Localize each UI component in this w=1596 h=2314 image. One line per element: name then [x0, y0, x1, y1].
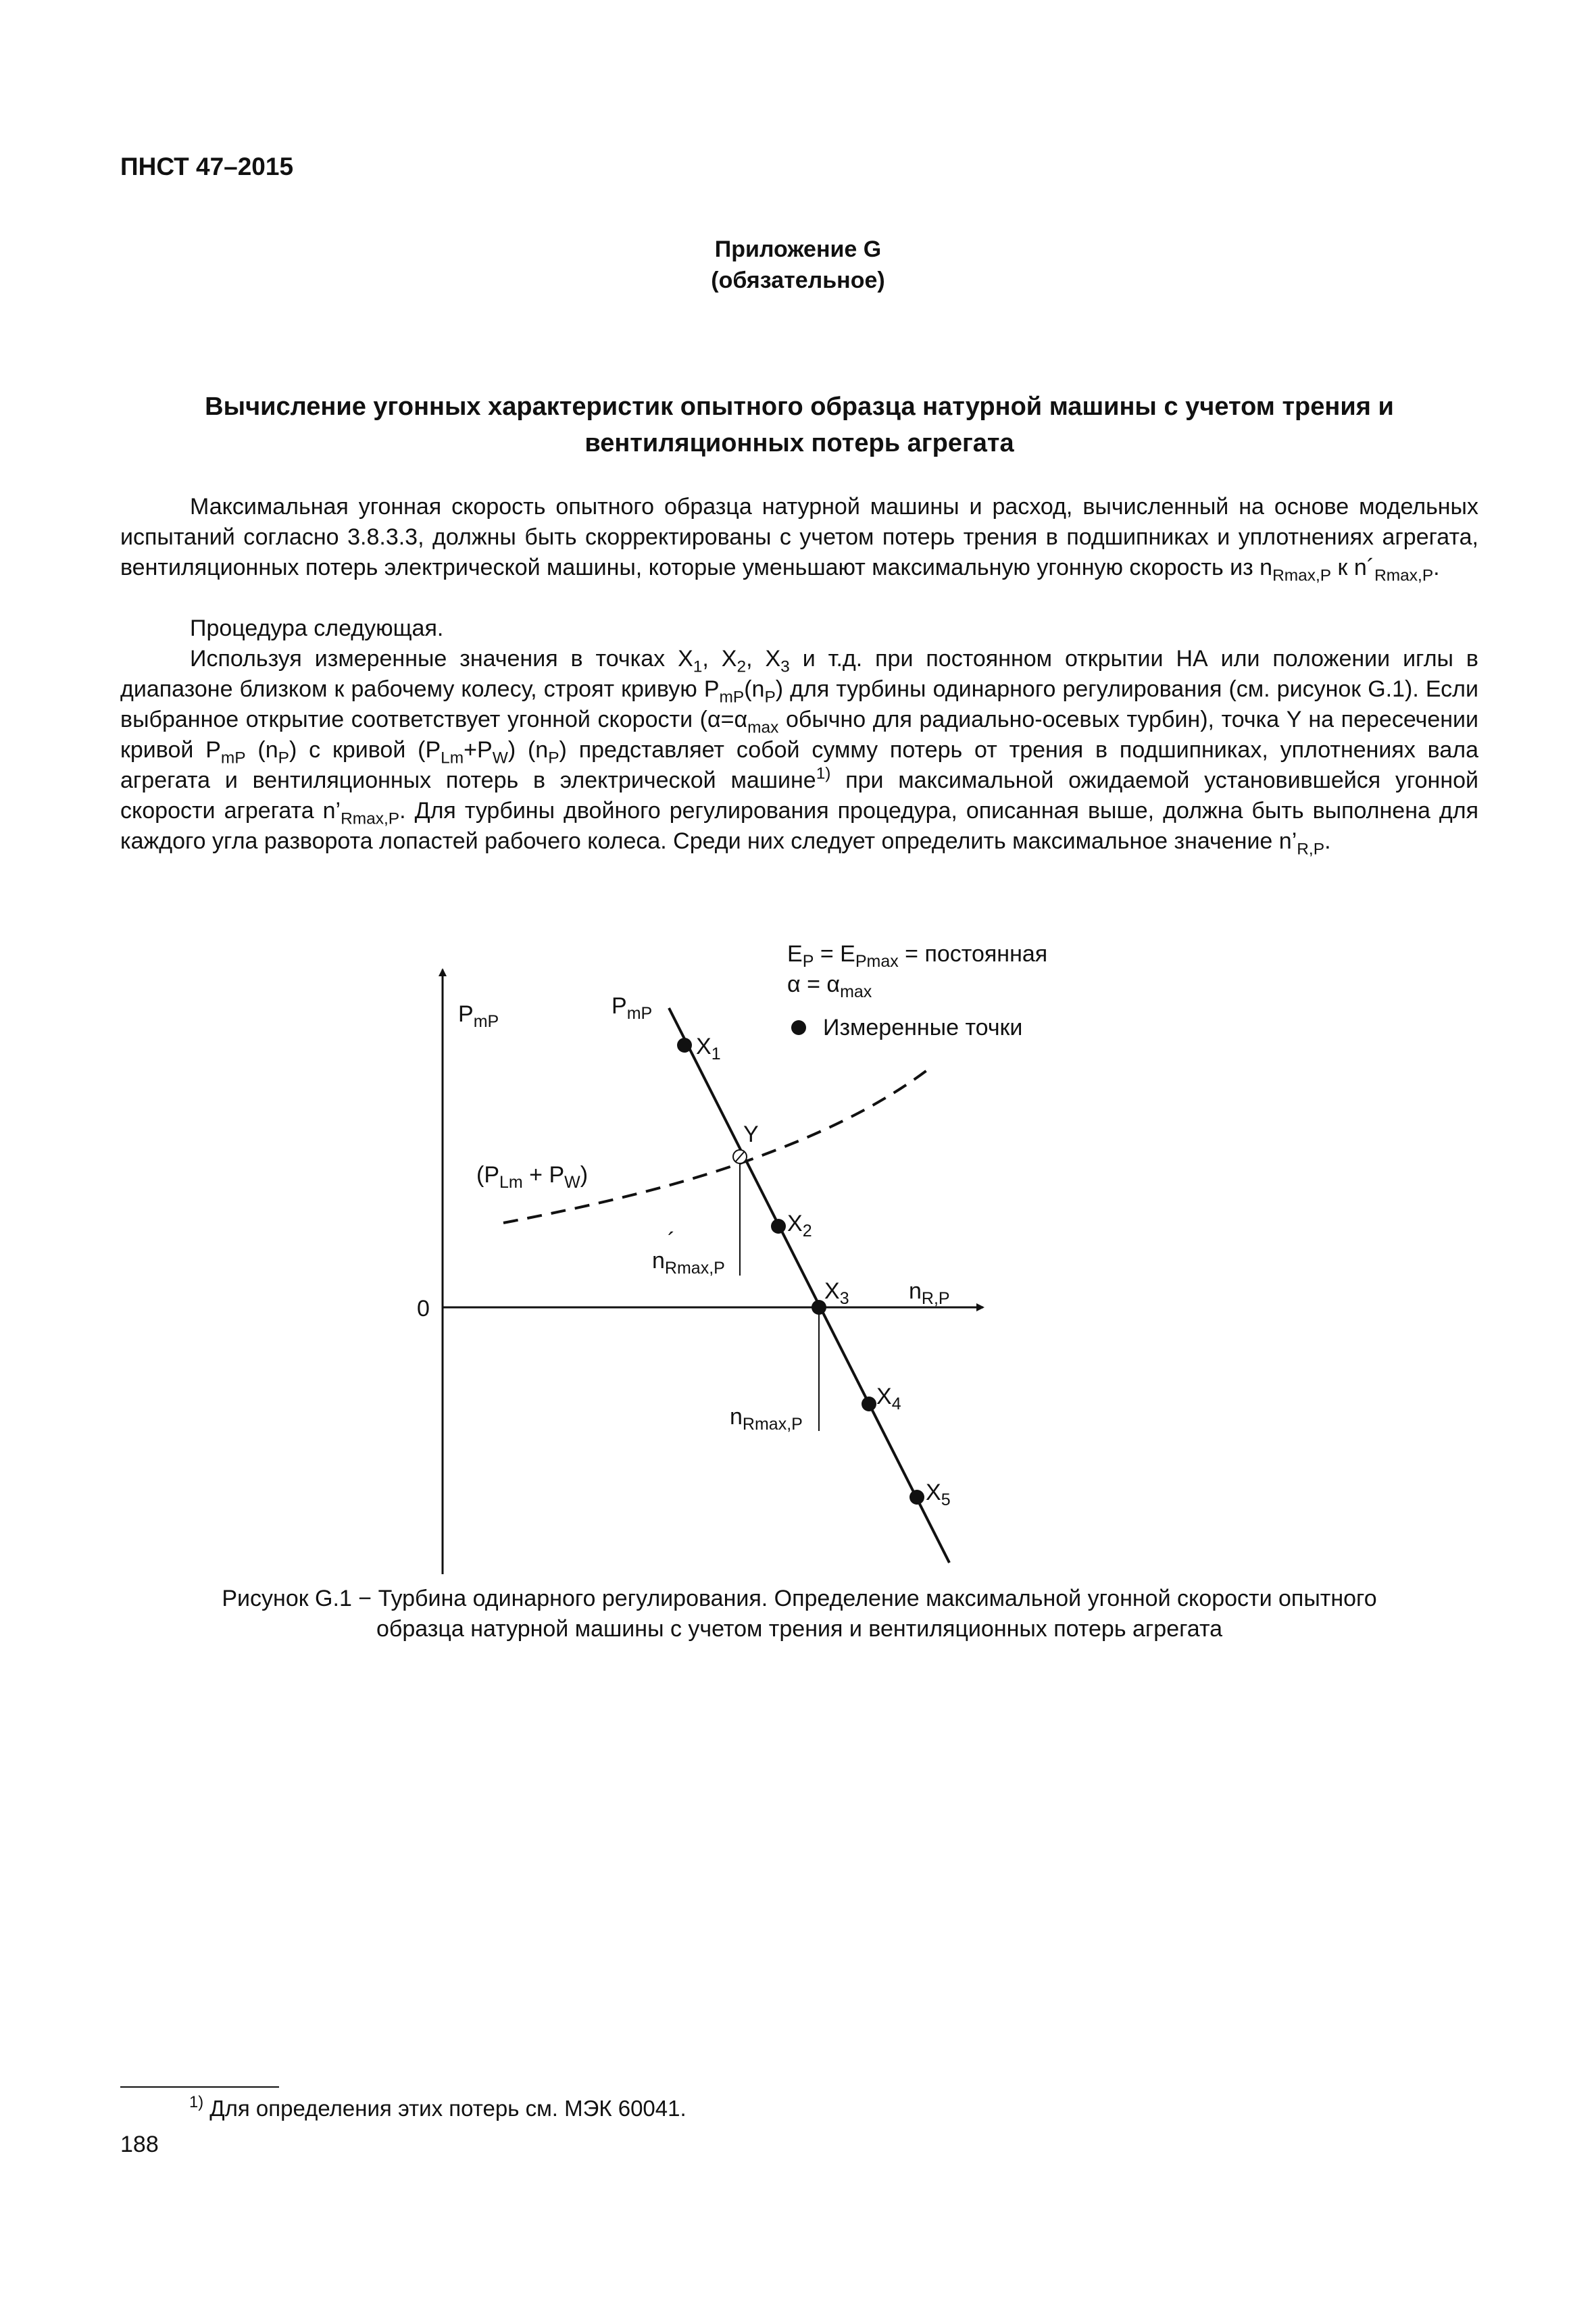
- label-y: Y: [743, 1122, 759, 1147]
- figure-g1: [0, 919, 1596, 1588]
- origin-label: 0: [417, 1296, 430, 1322]
- annex-status: (обязательное): [711, 268, 885, 293]
- legend-line-2: $\alpha = \alpha_{max}$: [787, 972, 872, 1001]
- footnote: $^{1)}$ Для определения этих потерь см. МЭК 60041.: [189, 2092, 687, 2121]
- paragraph-2: Процедура следующая.: [190, 615, 444, 641]
- label-x3: $X_3$: [824, 1278, 849, 1308]
- loss-curve: [503, 1066, 932, 1223]
- annex-title: Приложение G: [714, 236, 882, 262]
- n-prime-rmax-label: $n_{Rmax,P}$: [652, 1248, 725, 1278]
- footnote-rule: [120, 2086, 279, 2088]
- point-x4: [862, 1397, 876, 1411]
- paragraph-1: Максимальная угонная скорость опытного образца натурной машины и расход, вычисленный на основе модельных испытаний согласно 3.8.3.3, должны быть скорректированы с учетом потерь трения в подшипниках и уплотнениях агрегата, вентиляционных потерь электрической машины, которые уменьшают максимальную угонную скорость из $n_{Rmax,P}$ к $n´_{Rmax,P}$.: [120, 494, 1478, 585]
- loss-curve-label: $(P_{Lm} + P_W)$: [476, 1162, 589, 1192]
- caption-line-1: Рисунок G.1 − Турбина одинарного регулирования. Определение максимальной угонной скорости опытного: [222, 1586, 1377, 1611]
- point-x2: [771, 1219, 786, 1234]
- document-code: ПНСТ 47–2015: [120, 153, 294, 180]
- point-x5: [909, 1490, 924, 1505]
- label-x4: $X_4$: [876, 1384, 901, 1413]
- point-x1: [677, 1038, 692, 1053]
- n-prime-mark: ´: [668, 1228, 676, 1254]
- label-x2: $X_2$: [787, 1211, 812, 1240]
- pmp-curve: [669, 1008, 949, 1563]
- legend-line-3: Измеренные точки: [823, 1015, 1023, 1040]
- section-title: Вычисление угонных характеристик опытного образца натурной машины с учетом трения и вентиляционных потерь агрегата: [205, 393, 1394, 457]
- caption-line-2: образца натурной машины с учетом трения и вентиляционных потерь агрегата: [376, 1616, 1223, 1642]
- x-axis-label: $n_{R,P}$: [909, 1278, 950, 1308]
- legend-point-marker: [791, 1020, 806, 1035]
- figure-caption: [120, 1584, 1478, 1644]
- curve-label: $P_{mP}$: [612, 993, 653, 1023]
- label-x5: $X_5$: [926, 1480, 951, 1509]
- y-axis-label: $P_{mP}$: [458, 1001, 499, 1031]
- legend-line-1: $E_P = E_{Pmax}$ = постоянная: [787, 941, 1048, 971]
- page-number: 188: [120, 2132, 159, 2157]
- paragraph-3: Используя измеренные значения в точках $X_1$, $X_2$, $X_3$ и т.д. при постоянном открытии НА или положении иглы в диапазоне близком к рабочему колесу, строят кривую $P_{mP}(n_P)$ для турбины одинарного регулирования (см. рисунок G.1). Если выбранное открытие соответствует угонной скорости ($\alpha=\alpha_{max}$ обычно для радиально-осевых турбин), точка Y на пересечении кривой $P_{mP}$ $(n_P)$ с кривой $(P_{Lm}+P_W)$ $(n_P)$ представляет собой сумму потерь от трения в подшипниках, уплотнениях вала агрегата и вентиляционных потерь в электрической машине$^{1)}$ при максимальной ожидаемой установившейся угонной скорости агрегата $n’_{Rmax,P}$. Для турбины двойного регулирования процедура, описанная выше, должна быть выполнена для каждого угла разворота лопастей рабочего колеса. Среди них следует определить максимальное значение $n’_{R,P}$.: [120, 646, 1479, 859]
- label-x1: $X_1$: [696, 1034, 721, 1063]
- n-rmax-label: $n_{Rmax,P}$: [730, 1404, 803, 1434]
